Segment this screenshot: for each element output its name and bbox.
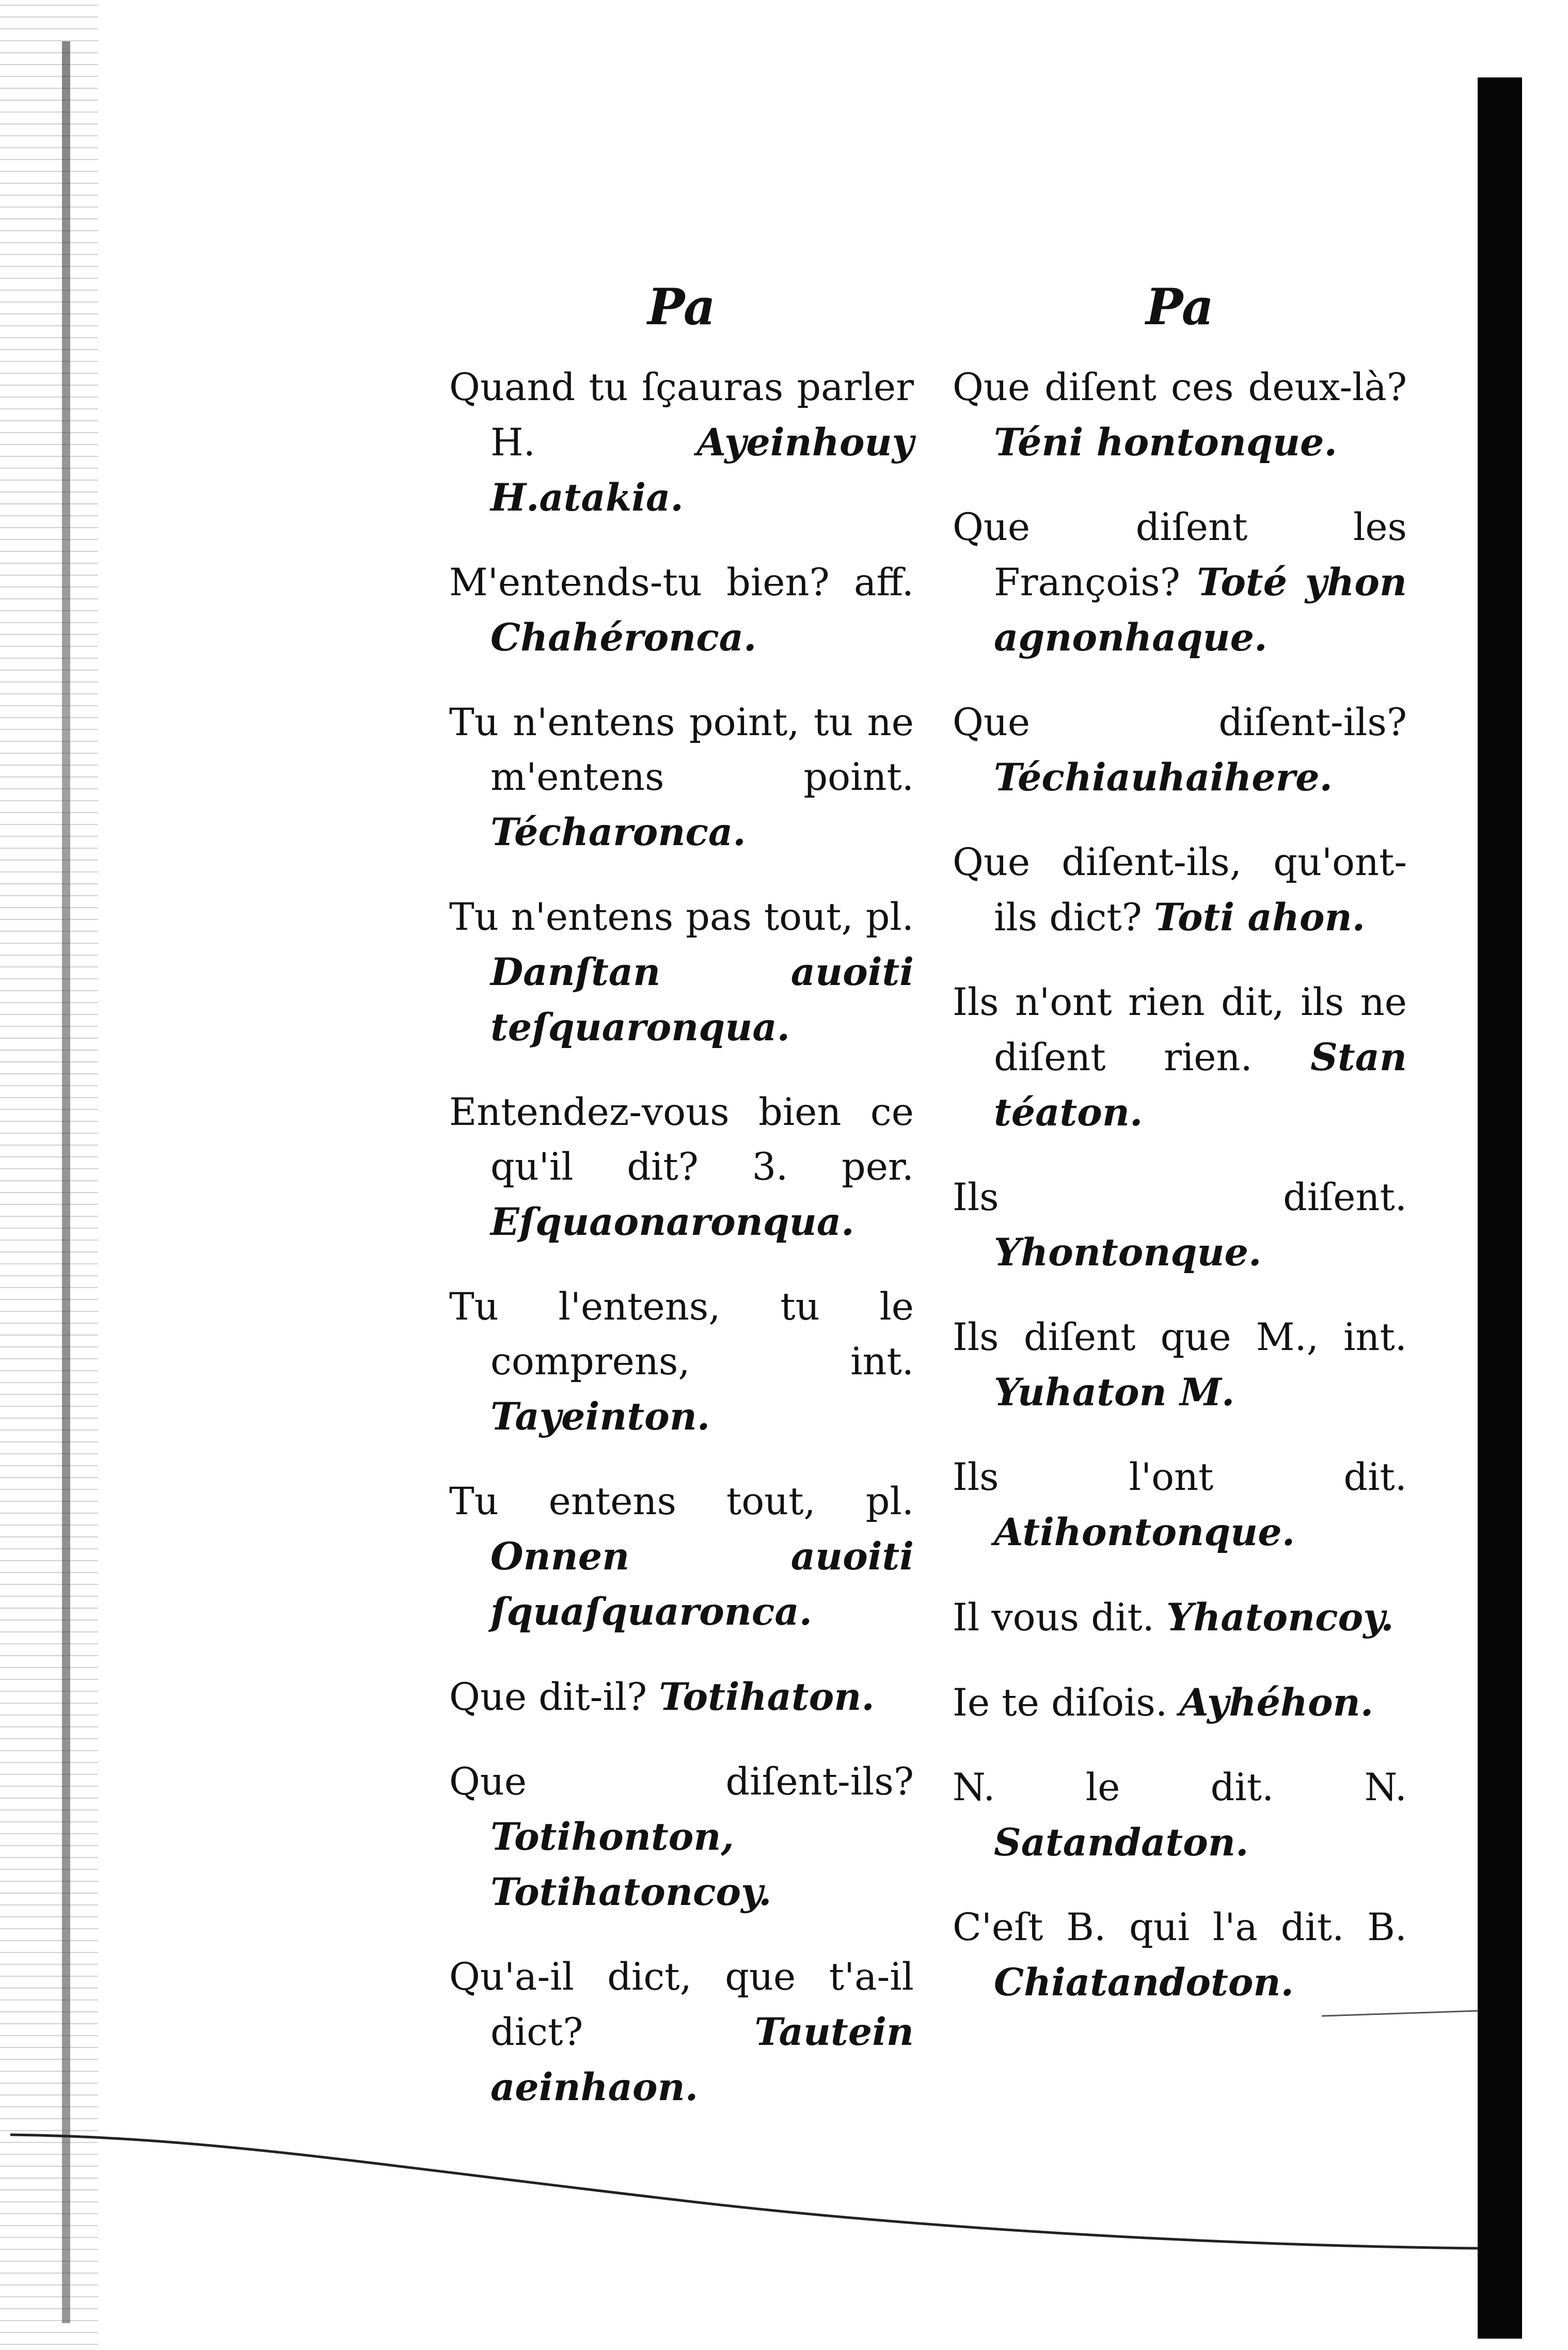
huron-translation: Satandaton.: [994, 1820, 1249, 1865]
french-phrase: Qu'a-il dict, que t'a-il dict?: [449, 1955, 914, 2054]
huron-translation: Toti ahon.: [1154, 895, 1366, 940]
dictionary-entry: [449, 1280, 914, 1444]
right-column: [953, 279, 1407, 2040]
french-phrase: Que diſent les François?: [953, 505, 1407, 605]
huron-translation: Tautein aeinhaon.: [490, 2010, 914, 2109]
dictionary-entry: [449, 555, 914, 665]
dictionary-entry: [449, 1755, 914, 1920]
french-phrase: Tu n'entens point, tu ne m'entens point.: [449, 701, 914, 799]
dictionary-entry: [449, 695, 914, 860]
dictionary-entry: [953, 1760, 1407, 1870]
french-phrase: Que diſent-ils?: [449, 1760, 914, 1804]
scan-binding-edge: [0, 0, 98, 2350]
french-phrase: Que diſent-ils?: [953, 701, 1407, 744]
huron-translation: Onnen auoiti ſquaſquaronca.: [490, 1534, 914, 1634]
french-phrase: Que dit-il?: [449, 1675, 647, 1719]
dictionary-entry: [953, 1900, 1407, 2010]
french-phrase: Ie te diſois.: [953, 1681, 1168, 1725]
huron-translation: Téchiauhaihere.: [994, 755, 1333, 800]
dictionary-entry: [449, 360, 914, 526]
dictionary-entry: [953, 1450, 1407, 1560]
huron-translation: Yhatoncoy.: [1166, 1595, 1394, 1640]
dictionary-entry: [953, 500, 1407, 665]
right-entries: [953, 360, 1407, 2010]
left-entries: [449, 360, 914, 2115]
dictionary-entry: [953, 360, 1407, 470]
dictionary-entry: [953, 835, 1407, 945]
french-phrase: Ils n'ont rien dit, ils ne diſent rien.: [953, 980, 1407, 1079]
dictionary-entry: [953, 975, 1407, 1140]
huron-translation: Técharonca.: [490, 810, 746, 854]
french-phrase: Entendez-vous bien ce qu'il dit? 3. per.: [449, 1090, 914, 1189]
french-phrase: Ils l'ont dit.: [953, 1455, 1407, 1499]
dictionary-entry: [953, 695, 1407, 805]
huron-translation: Chahéronca.: [490, 615, 757, 660]
french-phrase: N. le dit. N.: [953, 1766, 1407, 1809]
french-phrase: Quand tu ſçauras parler H.: [449, 366, 914, 465]
dictionary-entry: [449, 1474, 914, 1640]
dictionary-entry: [449, 1670, 914, 1725]
huron-translation: Ayhéhon.: [1179, 1680, 1374, 1725]
running-head-left: Pa: [647, 278, 716, 336]
huron-translation: Eſquaonaronqua.: [490, 1200, 854, 1244]
french-phrase: Tu l'entens, tu le comprens, int.: [449, 1285, 914, 1384]
huron-translation: Téni hontonque.: [994, 420, 1337, 465]
french-phrase: Que diſent-ils, qu'ont-ils dict?: [953, 840, 1407, 940]
huron-translation: Ayeinhouy H.atakia.: [490, 420, 914, 520]
huron-translation: Chiatandoton.: [994, 1960, 1294, 2005]
huron-translation: Totihaton.: [659, 1675, 875, 1719]
french-phrase: C'eſt B. qui l'a dit. B.: [953, 1906, 1407, 1949]
left-column: [449, 279, 914, 2145]
dictionary-entry: [449, 1085, 914, 1250]
huron-translation: Toté yhon agnonhaque.: [994, 560, 1407, 660]
french-phrase: Ils diſent.: [953, 1176, 1407, 1219]
dictionary-entry: [449, 1950, 914, 2115]
dictionary-entry: [953, 1310, 1407, 1420]
huron-translation: Yuhaton M.: [994, 1370, 1235, 1415]
dictionary-entry: [449, 890, 914, 1055]
huron-translation: Danſtan auoiti teſquaronqua.: [490, 950, 914, 1050]
dictionary-entry: [953, 1170, 1407, 1280]
huron-translation: Yhontonque.: [994, 1230, 1262, 1275]
french-phrase: Il vous dit.: [953, 1596, 1154, 1640]
french-phrase: M'entends-tu bien? aff.: [449, 561, 914, 605]
huron-translation: Atihontonque.: [994, 1510, 1295, 1554]
huron-translation: Tayeinton.: [490, 1394, 710, 1439]
dictionary-entry: [953, 1675, 1407, 1730]
french-phrase: Que diſent ces deux-là?: [953, 366, 1407, 409]
huron-translation: Stan téaton.: [994, 1035, 1407, 1135]
huron-translation: Totihonton, Totihatoncoy.: [490, 1815, 772, 1914]
french-phrase: Tu n'entens pas tout, pl.: [449, 895, 914, 939]
scan-right-black-bar: [1478, 77, 1522, 2339]
dictionary-entry: [953, 1590, 1407, 1645]
running-head-right: Pa: [1146, 278, 1214, 336]
french-phrase: Ils diſent que M., int.: [953, 1315, 1407, 1359]
french-phrase: Tu entens tout, pl.: [449, 1480, 914, 1523]
